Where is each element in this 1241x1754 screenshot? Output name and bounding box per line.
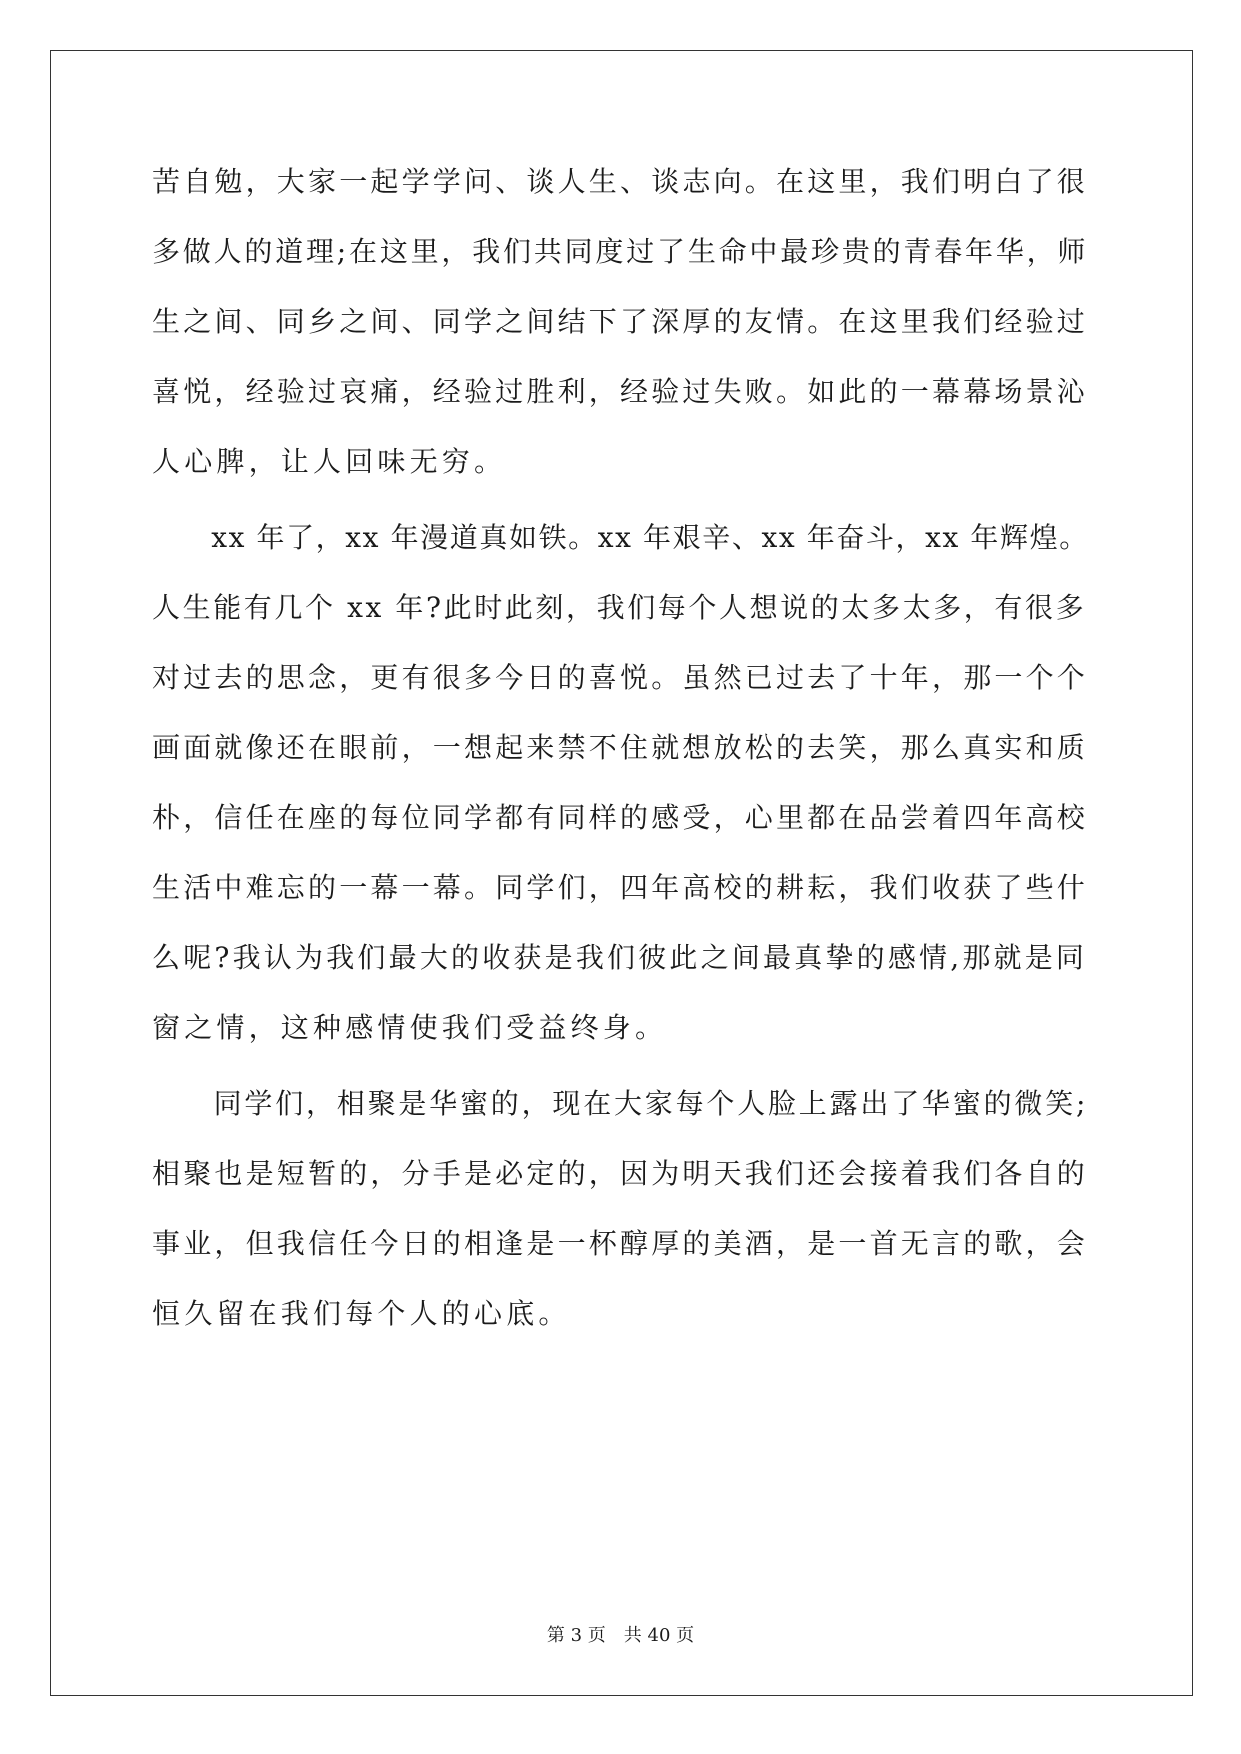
text-line: 人生能有几个 xx 年?此时此刻，我们每个人想说的太多太多，有很多 <box>152 591 1087 624</box>
text-line: 画面就像还在眼前，一想起来禁不住就想放松的去笑，那么真实和质 <box>152 731 1089 764</box>
text-line: 相聚也是短暂的，分手是必定的，因为明天我们还会接着我们各自的 <box>152 1157 1089 1190</box>
text-line: 多做人的道理;在这里，我们共同度过了生命中最珍贵的青春年华，师 <box>152 235 1089 268</box>
text-line: 喜悦，经验过哀痛，经验过胜利，经验过失败。如此的一幕幕场景沁 <box>152 375 1089 408</box>
text-line: 恒久留在我们每个人的心底。 <box>152 1297 571 1330</box>
text-line: 么呢?我认为我们最大的收获是我们彼此之间最真挚的感情,那就是同 <box>152 941 1088 974</box>
text-line: 生活中难忘的一幕一幕。同学们，四年高校的耕耘，我们收获了些什 <box>152 871 1089 904</box>
text-line: 苦自勉，大家一起学学问、谈人生、谈志向。在这里，我们明白了很 <box>152 165 1089 198</box>
text-line: 对过去的思念，更有很多今日的喜悦。虽然已过去了十年，那一个个 <box>152 661 1089 694</box>
text-line: xx 年了，xx 年漫道真如铁。xx 年艰辛、xx 年奋斗，xx 年辉煌。 <box>152 521 1089 554</box>
text-line: 事业，但我信任今日的相逢是一杯醇厚的美酒，是一首无言的歌，会 <box>152 1227 1089 1260</box>
page-number-footer: 第 3 页 共 40 页 <box>546 1625 695 1646</box>
text-line: 朴，信任在座的每位同学都有同样的感受，心里都在品尝着四年高校 <box>152 801 1089 834</box>
text-line: 窗之情，这种感情使我们受益终身。 <box>152 1011 668 1044</box>
text-line: 生之间、同乡之间、同学之间结下了深厚的友情。在这里我们经验过 <box>152 305 1089 338</box>
text-line: 人心脾，让人回味无穷。 <box>152 445 507 478</box>
text-line: 同学们，相聚是华蜜的，现在大家每个人脸上露出了华蜜的微笑; <box>152 1087 1089 1120</box>
